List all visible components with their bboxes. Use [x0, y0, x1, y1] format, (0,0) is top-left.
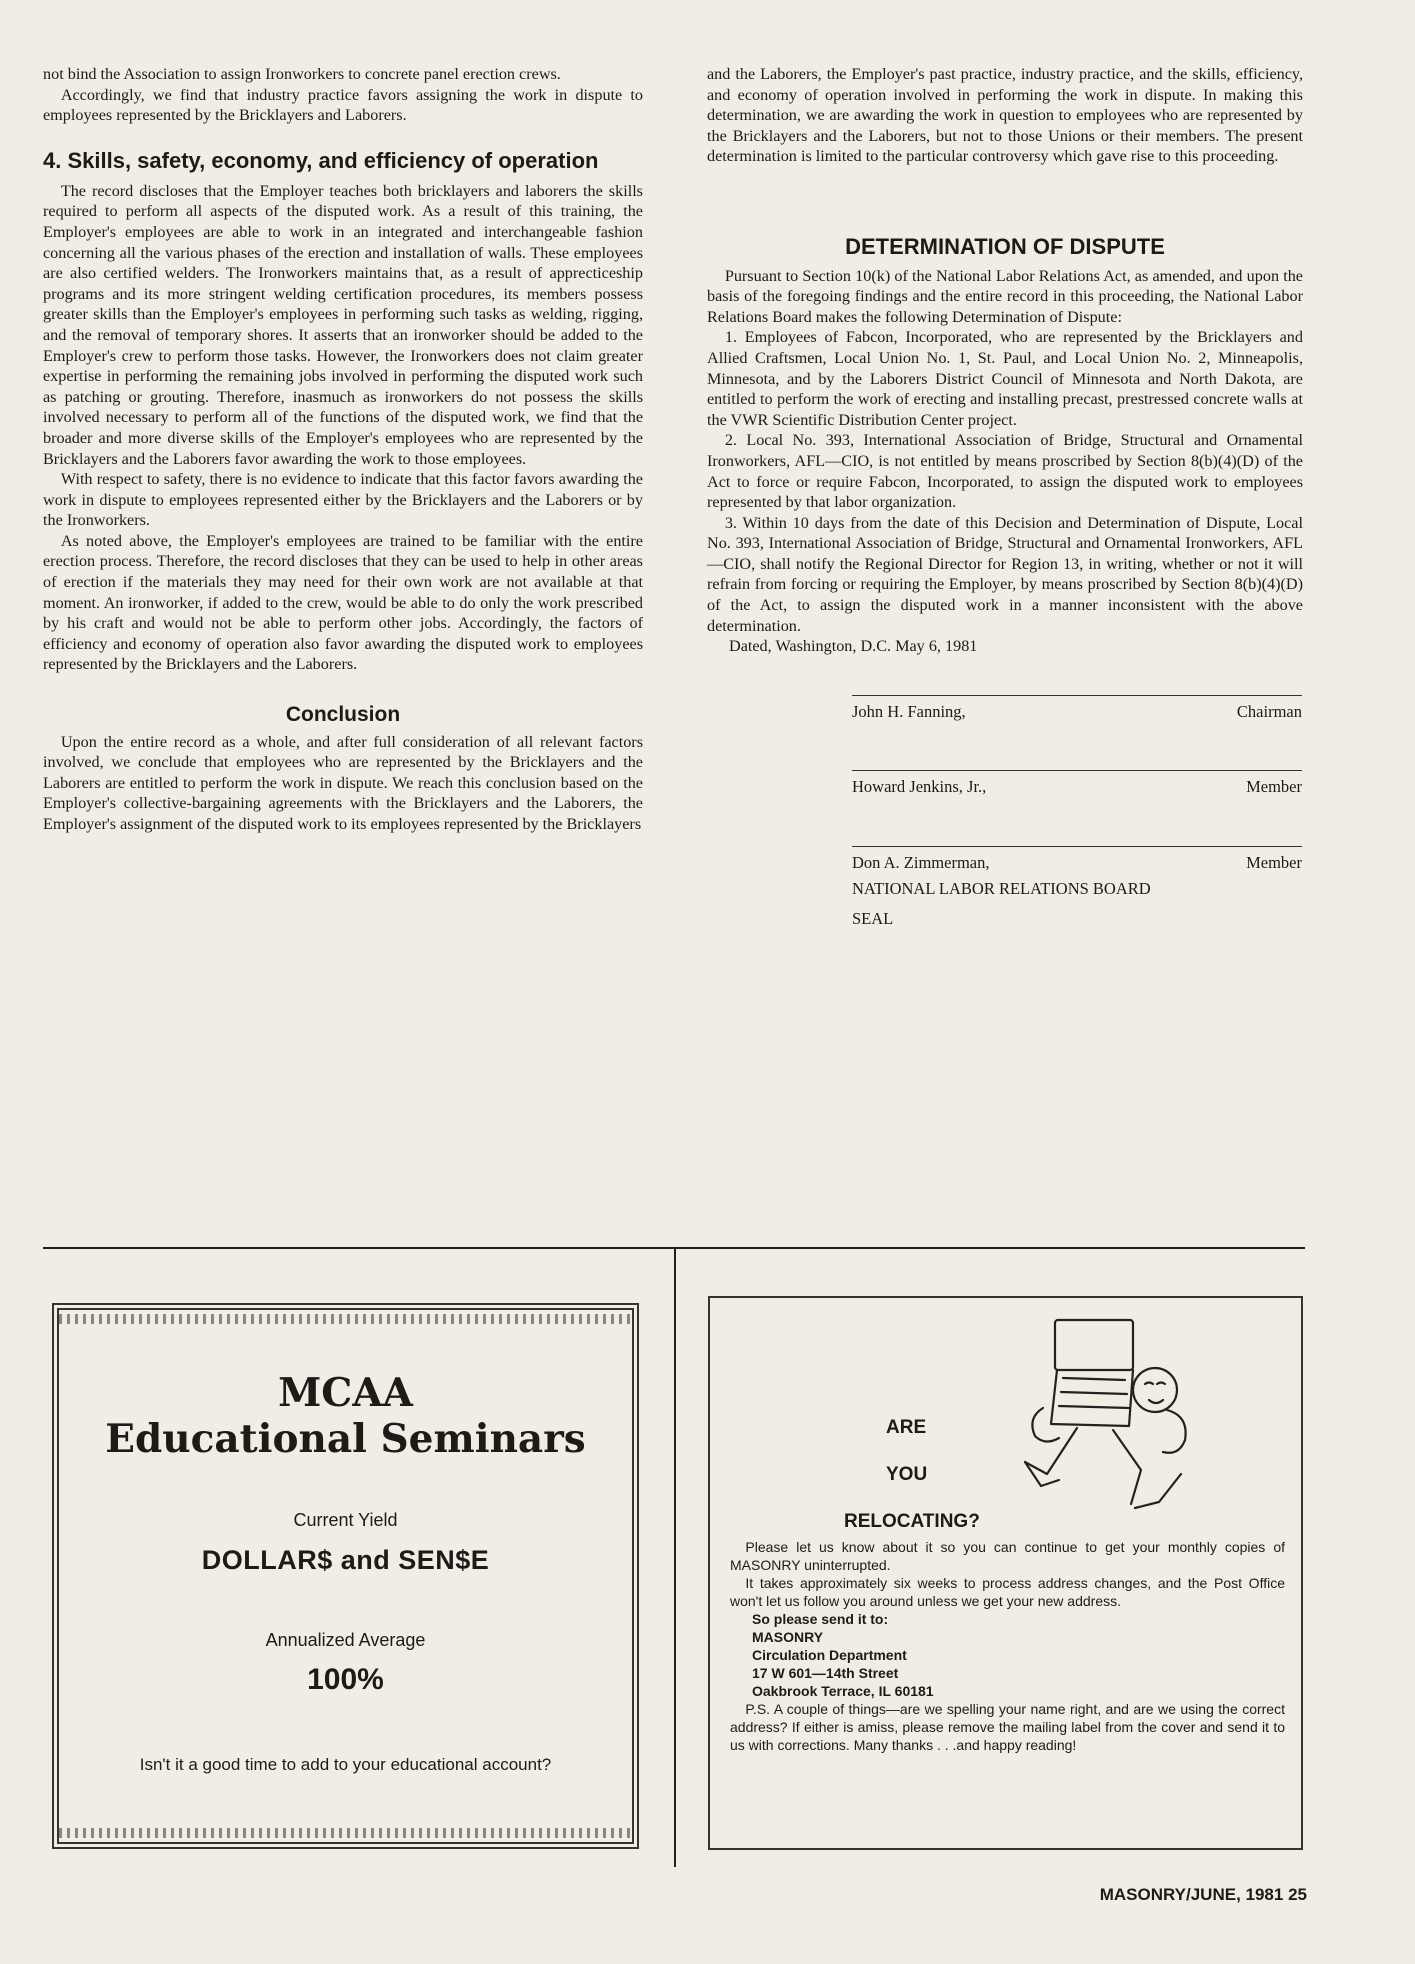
signature-row	[852, 696, 1302, 723]
signature-row	[852, 847, 1302, 874]
annualized-label: Annualized Average	[265, 1630, 426, 1650]
efficiency-paragraph: As noted above, the Employer's employees are trained to be familiar with the entire erection process. Therefore, the record discloses that they can be used to help in other areas of erection if the materials they may need for their own work are not available at that moment. An ironworker, if added to the crew, would be able to do only the work prescribed by his craft and would not be able to perform other jobs. Accordingly, the factors of efficiency and economy of operation also favor awarding the disputed work to employees represented by the Bricklayers and the Laborers.	[43, 531, 643, 674]
send-to-label: So please send it to:	[752, 1611, 889, 1627]
postscript: P.S. A couple of things—are we spelling your name right, and are we using the correct address? If either is amiss, please remove the mailing label from the cover and send it to us with corrections. Many thanks . . .and happy reading!	[730, 1701, 1285, 1753]
determination-item-3: 3. Within 10 days from the date of this Decision and Determination of Dispute, Local No. 393, International Association of Bridge, Structural and Ornamental Ironworkers, AFL—CIO, shall notify the Regional Director for Region 13, in writing, whether or not it will refrain from forcing or requiring the Employer, by means proscribed by Section 8(b)(4)(D) of the Act, to assign the disputed work in a manner inconsistent with the above determination.	[707, 513, 1303, 635]
ad-title-line-1: MCAA	[278, 1370, 413, 1416]
continued-paragraph: and the Laborers, the Employer's past practice, industry practice, and the skills, efficiency, and economy of operation involved in performing the work in dispute. In making this determination, we are awarding the work in question to employees who are represented by the Bricklayers and the Laborers, but not to those Unions or their members. The present determination is limited to the particular controversy which gave rise to this proceeding.	[707, 65, 1303, 166]
percent-value: 100%	[307, 1663, 384, 1696]
signatory-name: Howard Jenkins, Jr.,	[852, 777, 987, 797]
headline-are: ARE	[886, 1417, 927, 1438]
publication-folio: MASONRY/JUNE, 1981	[1099, 1885, 1284, 1904]
board-name: NATIONAL LABOR RELATIONS BOARD	[852, 878, 1151, 898]
signatory-name: John H. Fanning,	[852, 701, 966, 721]
ad-title-line-2: Educational Seminars	[105, 1416, 586, 1462]
address-line: 17 W 601—14th Street	[752, 1665, 899, 1681]
ornamental-border-top	[59, 1314, 632, 1324]
section-4-heading: 4. Skills, safety, economy, and efficiency of operation	[43, 147, 599, 173]
headline-you: YOU	[886, 1464, 928, 1485]
relocating-ad	[708, 1296, 1303, 1850]
signatory-title: Member	[1246, 777, 1302, 797]
determination-heading: DETERMINATION OF DISPUTE	[845, 233, 1165, 259]
address-line: Circulation Department	[752, 1647, 907, 1663]
relocating-body	[730, 1538, 1285, 1754]
safety-paragraph: With respect to safety, there is no evidence to indicate that this factor favors awarding the work in dispute to employees represented either by the Bricklayers and the Laborers or by the Ironworkers.	[43, 470, 643, 530]
signatory-title: Member	[1246, 853, 1302, 873]
relocating-headline	[844, 1404, 980, 1545]
headline-relocating: RELOCATING?	[844, 1511, 980, 1532]
address-line: Oakbrook Terrace, IL 60181	[752, 1683, 934, 1699]
address-line: MASONRY	[752, 1629, 824, 1645]
ad-footer-text: Isn't it a good time to add to your educational account?	[139, 1755, 552, 1774]
industry-paragraph: Accordingly, we find that industry practice favors assigning the work in dispute to employees represented by the Bricklayers and Laborers.	[43, 85, 643, 125]
current-yield-label: Current Yield	[293, 1510, 398, 1530]
conclusion-heading: Conclusion	[285, 703, 401, 727]
page-footer	[1100, 1885, 1307, 1905]
dated-line: Dated, Washington, D.C. May 6, 1981	[729, 637, 978, 656]
signatory-title: Chairman	[1236, 701, 1302, 721]
running-mover-illustration-icon	[1017, 1312, 1207, 1527]
page-number: 25	[1288, 1885, 1307, 1904]
skills-paragraph: The record discloses that the Employer teaches both bricklayers and laborers the skills required to perform all aspects of the disputed work. As a result of this training, the Employer's employees are able to work in an integrated and interchangeable fashion concerning all the various phases of the erection and installation of walls. These employees are also certified welders. The Ironworkers maintains that, as a result of apprecticeship programs and its more stringent welding certification procedures, its members possess greater skills than the Employer's employees in performing such tasks as welding, rigging, and the removal of temporary shores. It asserts that an ironworker should be added to the Employer's crew to perform those tasks. However, the Ironworkers does not claim greater expertise in performing the remaining jobs involved in performing the disputed work such as patching or grouting. Therefore, inasmuch as ironworkers do not possess the skills involved necessary to perform all of the functions of the disputed work, we find that the broader and more diverse skills of the Employer's employees who are represented by the Bricklayers and the Laborers favor awarding the work to those employees.	[43, 181, 643, 468]
ad-title	[59, 1370, 632, 1462]
mcaa-seminars-ad	[52, 1303, 639, 1849]
vertical-divider	[674, 1247, 676, 1867]
conclusion-paragraph: Upon the entire record as a whole, and after full consideration of all relevant factors involved, we conclude that employees who are represented by the Bricklayers and the Laborers are entitled to perform the work in dispute. We reach this conclusion based on the Employer's collective-bargaining agreements with the Bricklayers and the Laborers, the Employer's assignment of the disputed work to its employees represented by the Bricklayers	[43, 732, 643, 833]
ornamental-border-bottom	[59, 1828, 632, 1838]
dollars-sense-label: DOLLAR$ and SEN$E	[201, 1545, 490, 1575]
signature-block	[852, 695, 1302, 934]
mailing-address	[730, 1610, 1285, 1700]
pursuant-paragraph: Pursuant to Section 10(k) of the National Labor Relations Act, as amended, and upon the basis of the foregoing findings and the entire record in this proceeding, the National Labor Relations Board makes the following Determination of Dispute:	[707, 266, 1303, 326]
left-column	[43, 64, 643, 835]
intro-paragraph: not bind the Association to assign Ironworkers to concrete panel erection crews.	[43, 65, 561, 83]
signatory-name: Don A. Zimmerman,	[852, 853, 990, 873]
right-column	[707, 64, 1303, 934]
determination-item-1: 1. Employees of Fabcon, Incorporated, who are represented by the Bricklayers and Allied Craftsmen, Local Union No. 1, St. Paul, and Local Union No. 2, Minneapolis, Minnesota, and by the Laborers District Council of Minnesota and North Dakota, are entitled to perform the work of erecting and installing precast, prestressed concrete walls at the VWR Scientific Distribution Center project.	[707, 328, 1303, 429]
relocating-p1: Please let us know about it so you can continue to get your monthly copies of MASONRY uninterrupted.	[730, 1539, 1285, 1573]
seal-label: SEAL	[852, 908, 894, 928]
relocating-p2: It takes approximately six weeks to process address changes, and the Post Office won't let us follow you around unless we get your new address.	[730, 1575, 1285, 1609]
determination-item-2: 2. Local No. 393, International Association of Bridge, Structural and Ornamental Ironworkers, AFL—CIO, is not entitled by means proscribed by Section 8(b)(4)(D) of the Act to force or require Fabcon, Incorporated, to assign the disputed work to employees represented by that labor organization.	[707, 431, 1303, 512]
signature-row	[852, 771, 1302, 798]
